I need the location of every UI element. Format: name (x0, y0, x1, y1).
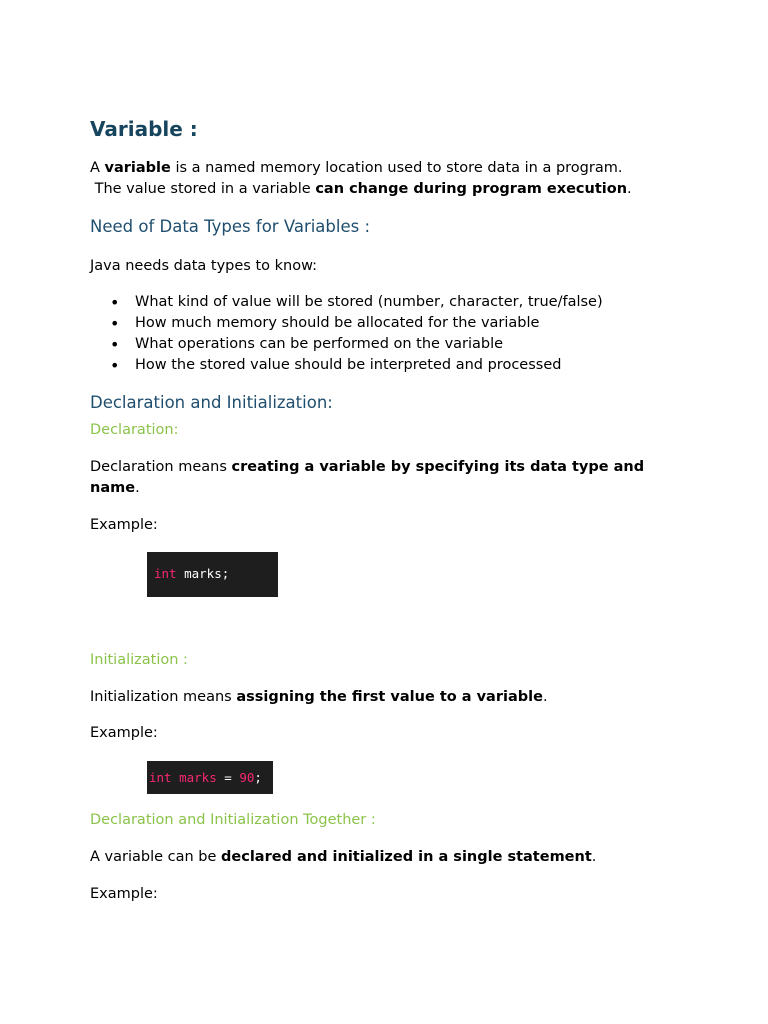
subheading-initialization: Initialization : (90, 652, 188, 668)
need-intro-text: Java needs data types to know: (90, 258, 318, 274)
text-segment: A variable can be (90, 849, 222, 865)
variable-definition-line-1 (90, 158, 622, 178)
subheading-declaration: Declaration: (90, 422, 179, 438)
bold-term: declared and initialized in a single statement (221, 849, 592, 865)
code-block-initialization (147, 761, 273, 794)
heading-variable: Variable : (90, 117, 198, 141)
bullet-icon: • (110, 293, 120, 312)
list-item-text: What operations can be performed on the variable (135, 336, 504, 352)
heading-declaration-and-initialization: Declaration and Initialization: (90, 393, 333, 412)
list-item-text: How much memory should be allocated for the variable (135, 315, 540, 331)
code-text: marks; (176, 566, 230, 581)
text-segment: . (627, 181, 632, 197)
list-item-text: What kind of value will be stored (number, character, true/false) (135, 294, 603, 310)
bold-term: assigning the first value to a variable (236, 689, 543, 705)
list-item (90, 355, 603, 376)
text-segment: A (90, 160, 105, 176)
need-bullet-list (90, 292, 603, 376)
together-example-label: Example: (90, 886, 158, 902)
text-segment: The value stored in a variable (90, 181, 316, 197)
bullet-icon: • (110, 314, 120, 333)
declaration-text-line-2 (90, 478, 140, 498)
text-segment: . (591, 849, 597, 865)
heading-need-of-data-types: Need of Data Types for Variables : (90, 217, 371, 236)
bold-term: creating a variable by specifying its data type and (231, 459, 645, 475)
bold-term: can change during program execution (315, 181, 628, 197)
bullet-icon: • (110, 356, 120, 375)
text-segment: Declaration means (90, 459, 232, 475)
text-segment: is a named memory location used to store data in a program. (170, 160, 623, 176)
list-item-text: How the stored value should be interpreted and processed (135, 357, 562, 373)
together-text (90, 847, 596, 867)
code-block-declaration (147, 552, 278, 597)
bullet-icon: • (110, 335, 120, 354)
subheading-declaration-and-initialization-together: Declaration and Initialization Together : (90, 812, 376, 828)
bold-term: variable (104, 160, 171, 176)
code-keyword: int (154, 566, 177, 581)
bold-term: name (90, 480, 136, 496)
declaration-example-label: Example: (90, 517, 158, 533)
list-item (90, 292, 603, 313)
declaration-text-line-1 (90, 457, 644, 477)
text-segment: Initialization means (90, 689, 237, 705)
variable-definition-line-2 (90, 179, 632, 199)
initialization-example-label: Example: (90, 725, 158, 741)
text-segment: . (542, 689, 548, 705)
list-item (90, 334, 603, 355)
initialization-text (90, 687, 548, 707)
code-number: 90 (239, 770, 255, 785)
code-operator: = (216, 770, 240, 785)
code-keyword: int marks (149, 770, 217, 785)
list-item (90, 313, 603, 334)
text-segment: . (135, 480, 140, 496)
code-text: ; (254, 770, 262, 785)
